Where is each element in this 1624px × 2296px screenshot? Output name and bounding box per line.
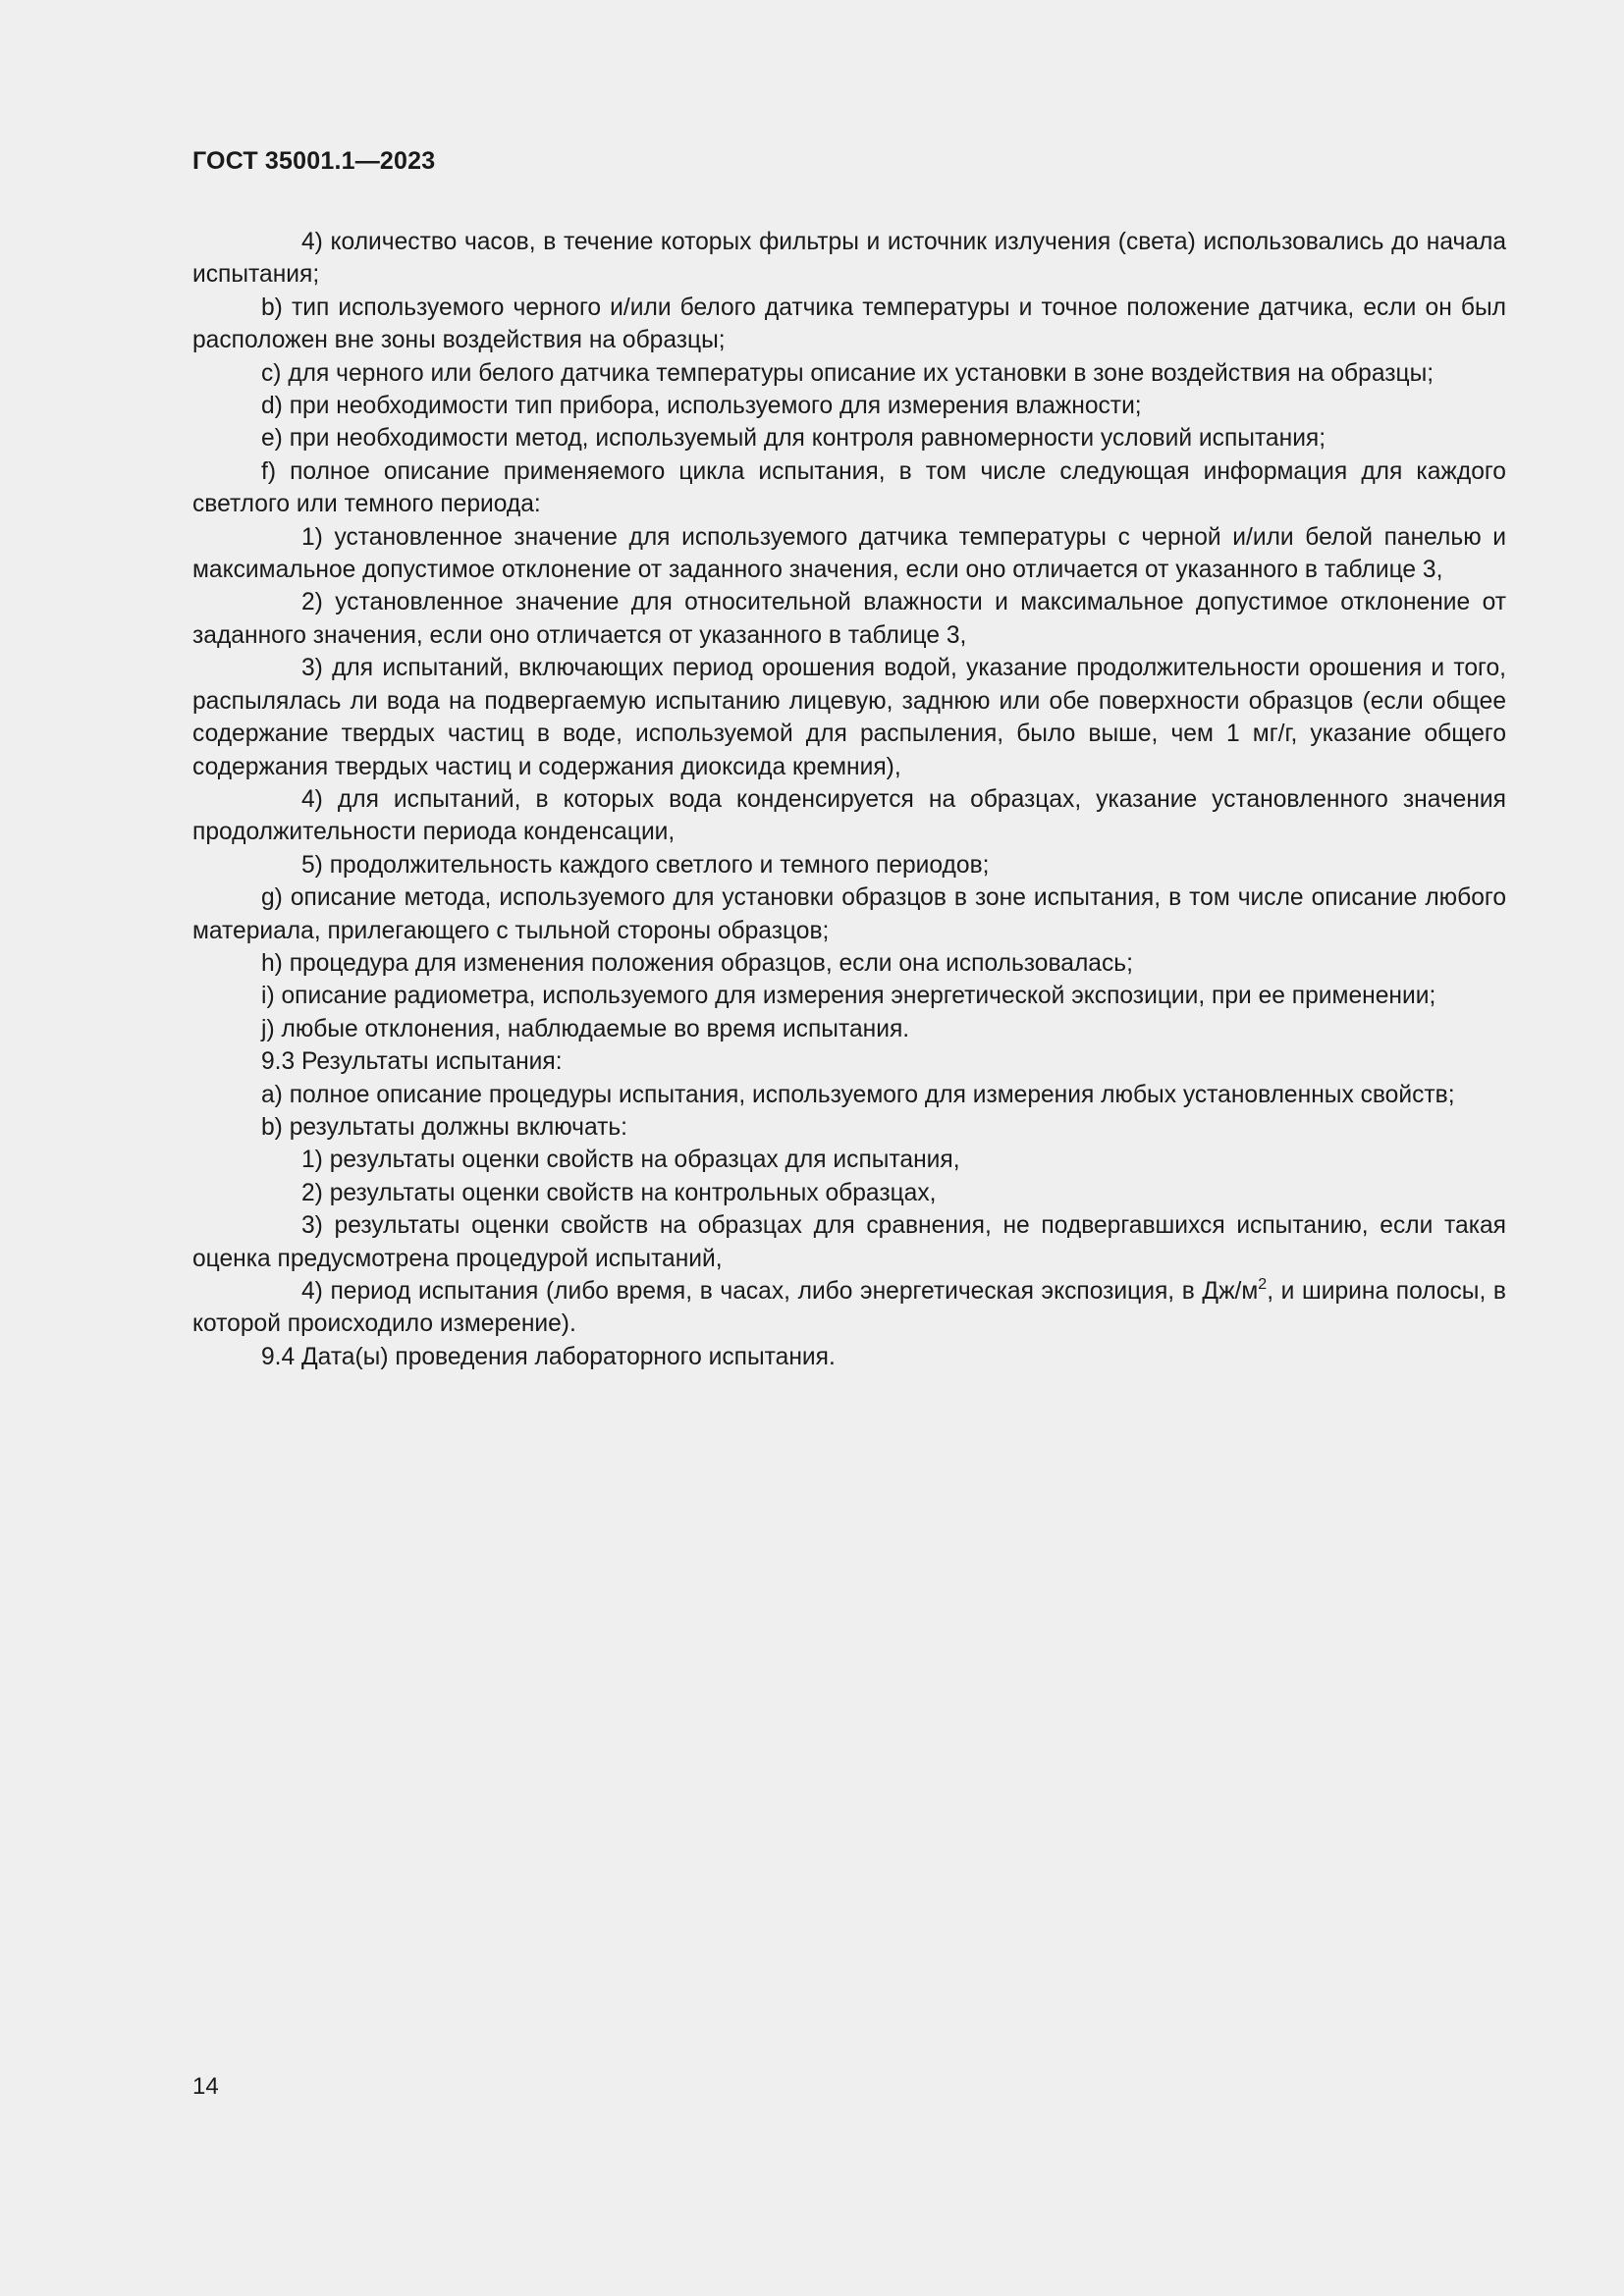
document-body <box>192 226 1506 1373</box>
paragraph: a) полное описание процедуры испытания, используемого для измерения любых установленных свойств; <box>261 1081 1455 1108</box>
paragraph: b) результаты должны включать: <box>261 1113 628 1141</box>
paragraph: c) для черного или белого датчика температуры описание их установки в зоне воздействия на образцы; <box>261 359 1435 387</box>
paragraph: b) тип используемого черного и/или белого датчика температуры и точное положение датчика, если он был расположен вне зоны воздействия на образцы; <box>192 294 1506 354</box>
superscript: 2 <box>1258 1276 1268 1293</box>
page-number: 14 <box>192 2073 219 2100</box>
paragraph: d) при необходимости тип прибора, используемого для измерения влажности; <box>261 393 1142 420</box>
paragraph: 5) продолжительность каждого светлого и темного периодов; <box>301 851 990 879</box>
paragraph: 3) для испытаний, включающих период орошения водой, указание продолжительности орошения и того, распылялась ли вода на подвергаемую испытанию лицевую, заднюю или обе поверхности образцов (если общее содержание твердых частиц в воде, используемой для распыления, было выше, чем 1 мг/г, указание общего содержания твердых частиц и содержания диоксида кремния), <box>192 655 1506 780</box>
paragraph: 2) результаты оценки свойств на контрольных образцах, <box>301 1179 937 1206</box>
document-number-header: ГОСТ 35001.1—2023 <box>192 147 436 175</box>
paragraph: i) описание радиометра, используемого для измерения энергетической экспозиции, при ее применении; <box>261 983 1436 1010</box>
paragraph: 3) результаты оценки свойств на образцах для сравнения, не подвергавшихся испытанию, если такая оценка предусмотрена процедурой испытаний, <box>192 1212 1506 1272</box>
paragraph: 4) количество часов, в течение которых фильтры и источник излучения (света) использовались до начала испытания; <box>192 229 1506 289</box>
paragraph-test-period <box>192 1275 1506 1341</box>
paragraph-text: , и ширина полосы, в которой происходило измерение). <box>192 1278 1506 1338</box>
section-heading-9-4: 9.4 Дата(ы) проведения лабораторного испытания. <box>261 1343 836 1370</box>
paragraph: 4) для испытаний, в которых вода конденсируется на образцах, указание установленного значения продолжительности периода конденсации, <box>192 785 1506 846</box>
paragraph: h) процедура для изменения положения образцов, если она использовалась; <box>261 949 1133 977</box>
paragraph-text: 4) период испытания (либо время, в часах, либо энергетическая экспозиция, в Дж/м <box>301 1278 1259 1305</box>
section-heading-9-3: 9.3 Результаты испытания: <box>261 1048 563 1076</box>
paragraph: 1) установленное значение для используемого датчика температуры с черной и/или белой панелью и максимальное допустимое отклонение от заданного значения, если оно отличается от указанного в таблице 3, <box>192 523 1506 584</box>
paragraph: 1) результаты оценки свойств на образцах для испытания, <box>301 1147 960 1174</box>
paragraph: f) полное описание применяемого цикла испытания, в том числе следующая информация для каждого светлого или темного периода: <box>192 457 1506 518</box>
paragraph: g) описание метода, используемого для установки образцов в зоне испытания, в том числе описание любого материала, прилегающего с тыльной стороны образцов; <box>192 884 1506 944</box>
paragraph: 2) установленное значение для относительной влажности и максимальное допустимое отклонение от заданного значения, если оно отличается от указанного в таблице 3, <box>192 589 1506 649</box>
paragraph: j) любые отклонения, наблюдаемые во время испытания. <box>261 1015 910 1042</box>
paragraph: e) при необходимости метод, используемый для контроля равномерности условий испытания; <box>261 425 1326 453</box>
